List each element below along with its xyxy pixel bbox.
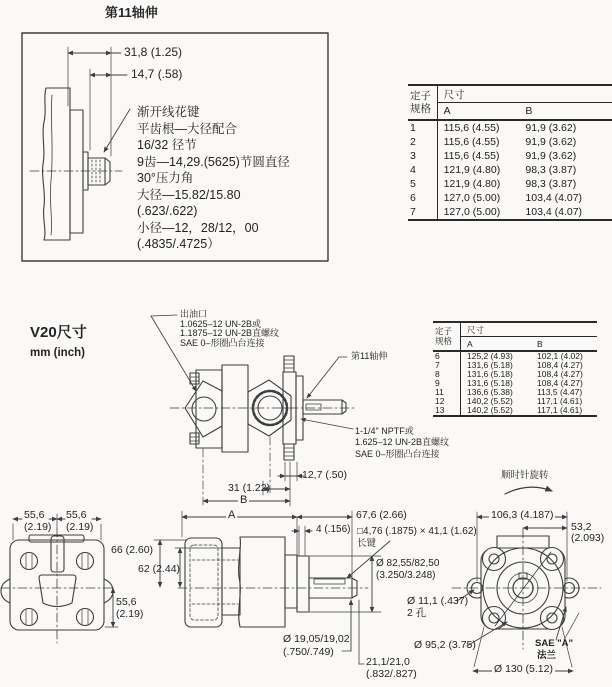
dim-a-cell: 127,0 (5.00) [443,206,501,218]
dim-b-cell: 113,5 (4.47) [537,387,583,397]
dim-b-cell: 103,4 (4.07) [525,192,583,204]
section-title: V20尺寸 [30,324,87,341]
spline-note-line: (.4835/.4725） [137,237,220,251]
col-b-header: B [519,103,612,121]
dim-66: 66 (2.60) [111,544,154,556]
inlet-note-line: 1-1/4" NPTF或 [355,426,414,436]
shaft-dim-14-7: 14,7 (.58) [131,67,183,81]
spec-cell: 1 [408,120,437,135]
dim-a-cell: 131,6 (5.18) [467,378,513,388]
spec-cell: 7 [408,205,437,220]
dim-62: 62 (2.44) [138,563,181,575]
dim-55-6-in: (2.19) [116,608,144,620]
spline-note-line: 30°压力角 [137,171,194,185]
table-row [408,135,612,149]
spline-note-line: 平齿根—大径配合 [137,121,238,136]
spline-note-line: 9齿—14,29.(5625)节圆直径 [137,154,290,169]
outlet-note-line: 出油口 [180,309,208,319]
spec-cell: 6 [408,191,437,205]
rear-pilot-dia: Ø 95,2 (3.75) [414,639,476,651]
shaft-callout: 第11轴伸 [351,351,388,361]
spec-cell: 8 [433,370,461,379]
spec-cell: 13 [433,406,461,416]
dim-53-2-in: (2.093) [571,532,605,544]
flange-note-line2: 法兰 [537,650,557,661]
flange-front-view-drawing [1,514,118,643]
dim-b-cell: 91,9 (3.62) [525,150,577,162]
shaft-dia-mm: Ø 19,05/19,02 [283,633,350,645]
dim-b-cell: 108,4 (4.27) [537,360,583,370]
spline-note-line: 小径—12，28/12，00 [137,220,259,235]
outlet-port-note [180,310,279,349]
table-row-header: 定子 规格 [433,322,461,351]
dim-a-cell: 140,2 (5.52) [467,405,513,415]
dim-a-cell: 121,9 (4.80) [443,164,501,176]
dim-b-cell: 117,1 (4.61) [537,396,583,406]
width-right-in: (2.19) [66,521,94,533]
spec-cell: 3 [408,149,437,163]
inlet-note-line: 1.625–12 UN-2B直螺纹 [355,437,450,448]
width-right-mm: 55,6 [66,509,87,521]
table-row [408,177,612,191]
inlet-note-line: SAE 0–形圈凸台连接 [355,448,440,459]
dim-b-cell: 98,3 (3.87) [525,178,577,190]
spec-cell: 4 [408,163,437,177]
table-row [408,205,612,220]
stator-spec-table-bottom [433,321,597,417]
dim-67-6: 67,6 (2.66) [356,509,407,521]
dim-b-cell: 98,3 (3.87) [525,164,577,176]
dim-b-cell: 108,4 (4.27) [537,369,583,379]
col-a-header: A [437,103,519,121]
dim-a-cell: 140,2 (5.52) [467,396,513,406]
hole-count: 2 孔 [407,607,427,619]
dim-b-cell: 102,1 (4.02) [537,351,583,361]
dim-b-label: B [240,494,248,506]
dim-53-2-mm: 53,2 [571,521,592,533]
table-row [408,163,612,177]
pump-side-view-drawing [154,537,390,664]
spec-cell: 2 [408,135,437,149]
table-size-header: 尺寸 [461,322,598,337]
dim-a-cell: 125,2 (4.93) [467,351,513,361]
table-row [408,149,612,163]
key-spec: □4,76 (.1875) × 41,1 (1.62) [357,526,477,537]
flange-od: Ø 130 (5.12) [494,663,553,675]
dim-a-cell: 115,6 (4.55) [443,150,500,162]
rotation-note: 顺时针旋转 [501,470,549,481]
stator-spec-table-top [408,84,612,221]
outlet-note-line: 1.1875–12 UN-2B直螺纹 [180,328,280,339]
keylen-mm: 21,1/21,0 [366,656,410,668]
dim-a-cell: 127,0 (5.00) [443,192,501,204]
table-row [408,120,612,135]
spline-note [137,104,290,253]
col-b-header: B [531,337,597,352]
width-left-in: (2.19) [24,521,52,533]
dim-a-cell: 131,6 (5.18) [467,360,513,370]
outlet-note-line: SAE 0–形圈凸台连接 [180,338,265,349]
spec-cell: 9 [433,379,461,388]
dim-b-cell: 117,1 (4.61) [537,405,583,415]
dim-a-cell: 136,6 (5.38) [467,387,513,397]
keylen-in: (.832/.827) [366,668,417,680]
spline-note-line: 16/32 径节 [137,138,197,152]
shaft-detail-title: 第11轴伸 [105,5,158,20]
spec-cell: 6 [433,351,461,361]
table-row-header: 定子 规格 [408,85,437,120]
dim-12-7: 12,7 (.50) [302,469,347,481]
pilot-dia-in: (3.250/3.248) [376,570,436,581]
dim-a-cell: 131,6 (5.18) [467,369,513,379]
spec-cell: 5 [408,177,437,191]
dim-b-cell: 91,9 (3.62) [525,122,577,134]
width-left-mm: 55,6 [24,509,45,521]
spec-cell: 12 [433,397,461,406]
table-row [408,191,612,205]
dim-a-label: A [228,509,236,521]
spec-cell: 7 [433,361,461,370]
flange-note-line1: SAE "A" [535,638,574,649]
shaft-dia-in: (.750/.749) [283,646,334,658]
spec-cell: 11 [433,388,461,397]
dim-4: 4 (.156) [316,524,351,535]
table-size-header: 尺寸 [437,85,612,103]
dim-a-cell: 121,9 (4.80) [443,178,501,190]
outlet-note-line: 1.0625–12 UN-2B或 [180,318,262,329]
shaft-dim-31-8: 31,8 (1.25) [124,45,183,59]
spline-note-line: 渐开线花键 [137,105,200,119]
dim-b-cell: 108,4 (4.27) [537,378,583,388]
inlet-port-note [355,426,449,460]
col-a-header: A [461,337,532,352]
dim-31: 31 (1.22) [228,482,271,494]
spline-note-line: (.623/.622) [137,204,198,218]
dim-55-6-mm: 55,6 [116,596,137,608]
dim-a-cell: 115,6 (4.55) [443,122,500,134]
dim-b-cell: 91,9 (3.62) [525,136,577,148]
pilot-dia-mm: Ø 82,55/82,50 [376,558,440,569]
spline-note-line: 大径—15.82/15.80 [137,187,241,202]
table-row [433,406,597,416]
key-label: 长键 [357,538,377,549]
dim-b-cell: 103,4 (4.07) [525,206,583,218]
section-units: mm (inch) [30,347,85,359]
hole-dia: Ø 11,1 (.437) [407,595,469,607]
dim-a-cell: 115,6 (4.55) [443,136,500,148]
dim-106-3: 106,3 (4.187) [491,509,554,521]
